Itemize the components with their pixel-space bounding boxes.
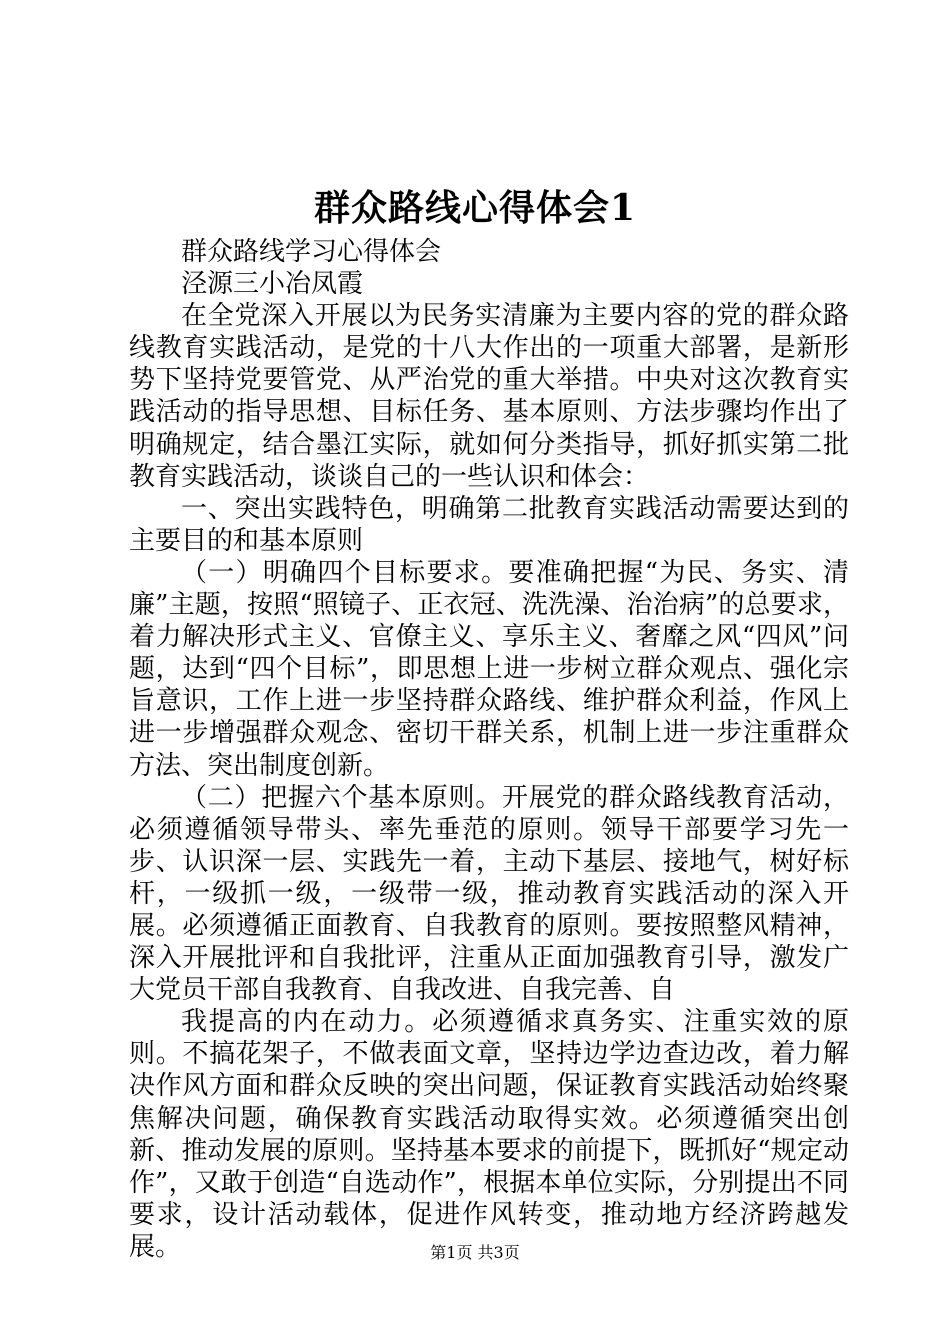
section-heading: 一、突出实践特色，明确第二批教育实践活动需要达到的主要目的和基本原则 <box>129 493 849 556</box>
document-title: 群众路线心得体会1 <box>313 187 637 229</box>
author-line: 泾源三小冶凤霞 <box>181 269 364 300</box>
paragraph-goals: （一）明确四个目标要求。要准确把握“为民、务实、清廉”主题，按照“照镜子、正衣冠、洗洗澡、治治病”的总要求，着力解决形式主义、官僚主义、享乐主义、奢靡之风“四风”问题，达到“四个目标”，即思想上进一步树立群众观点、强化宗旨意识，工作上进一步坚持群众路线、维护群众利益，作风上进一步增强群众观念、密切干群关系，机制上进一步注重群众方法、突出制度创新。 <box>129 557 849 781</box>
document-body <box>129 236 849 1263</box>
paragraph-continuation: 我提高的内在动力。必须遵循求真务实、注重实效的原则。不搞花架子，不做表面文章，坚持边学边查边改，着力解决作风方面和群众反映的突出问题，保证教育实践活动始终聚焦解决问题，确保教育实践活动取得实效。必须遵循突出创新、推动发展的原则。坚持基本要求的前提下，既抓好“规定动作”，又敢于创造“自选动作”，根据本单位实际，分别提出不同要求，设计活动载体，促进作风转变，推动地方经济跨越发展。 <box>129 1007 849 1262</box>
page-footer: 第1页 共3页 <box>430 1243 520 1262</box>
subtitle: 群众路线学习心得体会 <box>181 237 442 267</box>
paragraph-principles: （二）把握六个基本原则。开展党的群众路线教育活动，必须遵循领导带头、率先垂范的原则。领导干部要学习先一步、认识深一层、实践先一着，主动下基层、接地气，树好标杆，一级抓一级，一级带一级，推动教育实践活动的深入开展。必须遵循正面教育、自我教育的原则。要按照整风精神，深入开展批评和自我批评，注重从正面加强教育引导，激发广大党员干部自我教育、自我改进、自我完善、自 <box>129 782 849 1006</box>
paragraph-intro: 在全党深入开展以为民务实清廉为主要内容的党的群众路线教育实践活动，是党的十八大作出的一项重大部署，是新形势下坚持党要管党、从严治党的重大举措。中央对这次教育实践活动的指导思想、目标任务、基本原则、方法步骤均作出了明确规定，结合墨江实际，就如何分类指导，抓好抓实第二批教育实践活动，谈谈自己的一些认识和体会： <box>129 301 849 492</box>
